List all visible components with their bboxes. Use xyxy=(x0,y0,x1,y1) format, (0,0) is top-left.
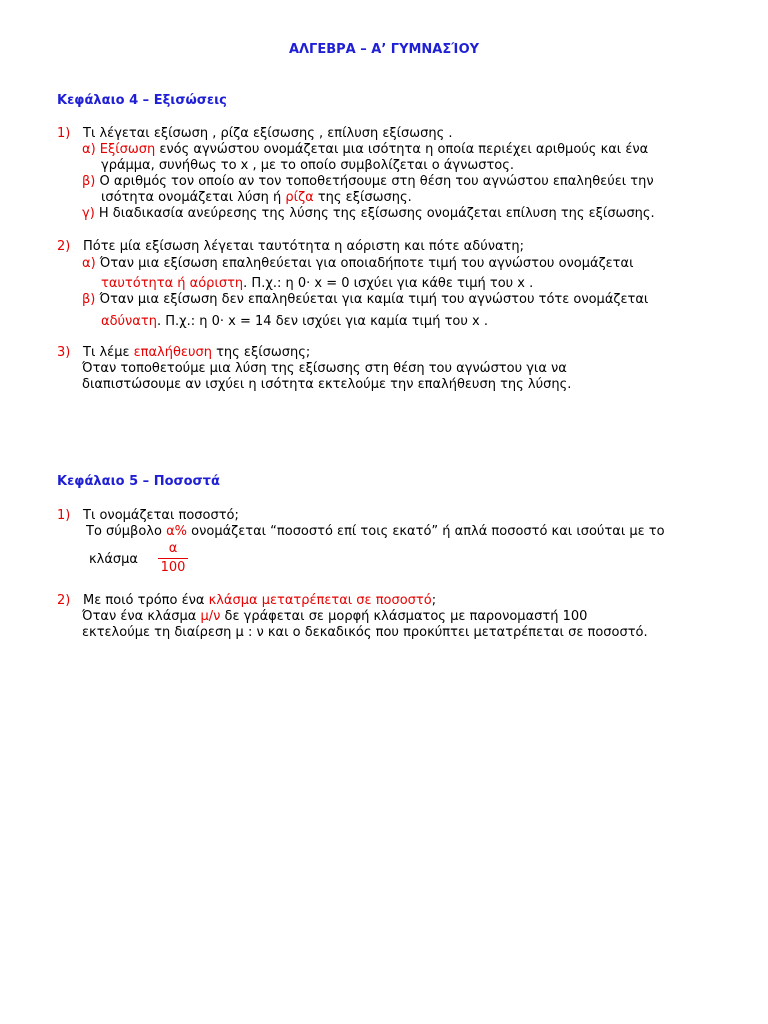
q2-number: 2) xyxy=(57,239,71,254)
q1-b-label: β) xyxy=(82,174,96,189)
q2-b-text1: Όταν μια εξίσωση δεν επαληθεύεται για καμία τιμή του αγνώστου τότε ονομάζεται xyxy=(95,292,649,307)
q1-b-text2a: ισότητα ονομάζεται λύση ή xyxy=(101,190,286,205)
q2-text: Πότε μία εξίσωση λέγεται ταυτότητα η αόριστη και πότε αδύνατη; xyxy=(83,239,524,254)
q2-a-label: α) xyxy=(82,256,96,271)
c5-q2-number: 2) xyxy=(57,593,71,608)
q1-c-line xyxy=(82,206,655,221)
q2-a-text2: . Π.χ.: η 0· x = 0 ισχύει για κάθε τιμή του x . xyxy=(243,276,534,291)
c5-q2-text-b: ; xyxy=(431,593,437,608)
c5-q1-line2 xyxy=(86,524,665,539)
c5-q1-number: 1) xyxy=(57,508,71,523)
fraction-numerator: α xyxy=(168,541,178,556)
chapter4-heading: Κεφάλαιο 4 – Εξισώσεις xyxy=(57,93,227,108)
q1-a-line1 xyxy=(82,142,648,157)
c5-q2-line1 xyxy=(83,593,436,608)
q2-b-term: αδύνατη xyxy=(101,314,157,329)
q3-number: 3) xyxy=(57,345,71,360)
q1-c-text: Η διαδικασία ανεύρεσης της λύσης της εξίσωσης ονομάζεται επίλυση της εξίσωσης. xyxy=(94,206,655,221)
c5-q1-text: Τι ονομάζεται ποσοστό; xyxy=(83,508,239,523)
q1-a-text1: ενός αγνώστου ονομάζεται μια ισότητα η οποία περιέχει αριθμούς και ένα xyxy=(155,142,649,157)
q3-text-b: της εξίσωσης; xyxy=(211,345,311,360)
q1-a-label: α) xyxy=(82,142,96,157)
q1-a-line2: γράμμα, συνήθως το x , με το οποίο συμβολίζεται ο άγνωστος. xyxy=(101,158,514,173)
page-title: ΑΛΓΕΒΡΑ – Α’ ΓΥΜΝΑΣΊΟΥ xyxy=(288,42,480,57)
q1-number: 1) xyxy=(57,126,71,141)
fraction-denominator: 100 xyxy=(160,560,186,575)
c5-q1-line3: κλάσμα xyxy=(89,552,139,567)
q2-a-line2 xyxy=(101,276,533,291)
c5-q1-line2b: ονομάζεται “ποσοστό επί τοις εκατό” ή απλά ποσοστό και ισούται με το xyxy=(187,524,665,539)
q1-b-text1: Ο αριθμός τον οποίο αν τον τοποθετήσουμε στη θέση του αγνώστου επαληθεύει την xyxy=(95,174,654,189)
c5-q2-line2b: δε γράφεται σε μορφή κλάσματος με παρονομαστή 100 xyxy=(220,609,588,624)
q3-line1 xyxy=(83,345,310,360)
c5-q2-line2 xyxy=(82,609,587,624)
q2-a-text1: Όταν μια εξίσωση επαληθεύεται για οποιαδήποτε τιμή του αγνώστου ονομάζεται xyxy=(95,256,634,271)
q3-text-a: Τι λέμε xyxy=(83,345,134,360)
q2-b-line2 xyxy=(101,314,488,329)
q1-b-line1 xyxy=(82,174,654,189)
q2-b-label: β) xyxy=(82,292,96,307)
c5-q2-line2a: Όταν ένα κλάσμα xyxy=(82,609,201,624)
c5-q2-term: κλάσμα μετατρέπεται σε ποσοστό xyxy=(208,593,432,608)
q1-b-term: ρίζα xyxy=(285,190,314,205)
q2-a-term: ταυτότητα ή αόριστη xyxy=(101,276,244,291)
q2-b-text2: . Π.χ.: η 0· x = 14 δεν ισχύει για καμία τιμή του x . xyxy=(156,314,488,329)
q1-b-line2 xyxy=(101,190,412,205)
q1-text: Τι λέγεται εξίσωση , ρίζα εξίσωσης , επίλυση εξίσωσης . xyxy=(83,126,453,141)
c5-q2-term2: μ/ν xyxy=(200,609,221,624)
c5-q1-line2a: Το σύμβολο xyxy=(86,524,167,539)
c5-q1-term: α% xyxy=(166,524,188,539)
q3-line2: Όταν τοποθετούμε μια λύση της εξίσωσης στη θέση του αγνώστου για να xyxy=(82,361,567,376)
q2-b-line1 xyxy=(82,292,648,307)
c5-q2-line3: εκτελούμε τη διαίρεση μ : ν και ο δεκαδικός που προκύπτει μετατρέπεται σε ποσοστό. xyxy=(82,625,648,640)
q1-b-text2b: της εξίσωσης. xyxy=(313,190,412,205)
q3-line3: διαπιστώσουμε αν ισχύει η ισότητα εκτελούμε την επαλήθευση της λύσης. xyxy=(82,377,572,392)
fraction-bar xyxy=(158,558,188,559)
q1-c-label: γ) xyxy=(82,206,95,221)
q3-term: επαλήθευση xyxy=(133,345,212,360)
c5-q2-text-a: Με ποιό τρόπο ένα xyxy=(83,593,209,608)
chapter5-heading: Κεφάλαιο 5 – Ποσοστά xyxy=(57,474,220,489)
q1-a-term: Εξίσωση xyxy=(99,142,156,157)
q2-a-line1 xyxy=(82,256,633,271)
fraction xyxy=(158,541,188,576)
